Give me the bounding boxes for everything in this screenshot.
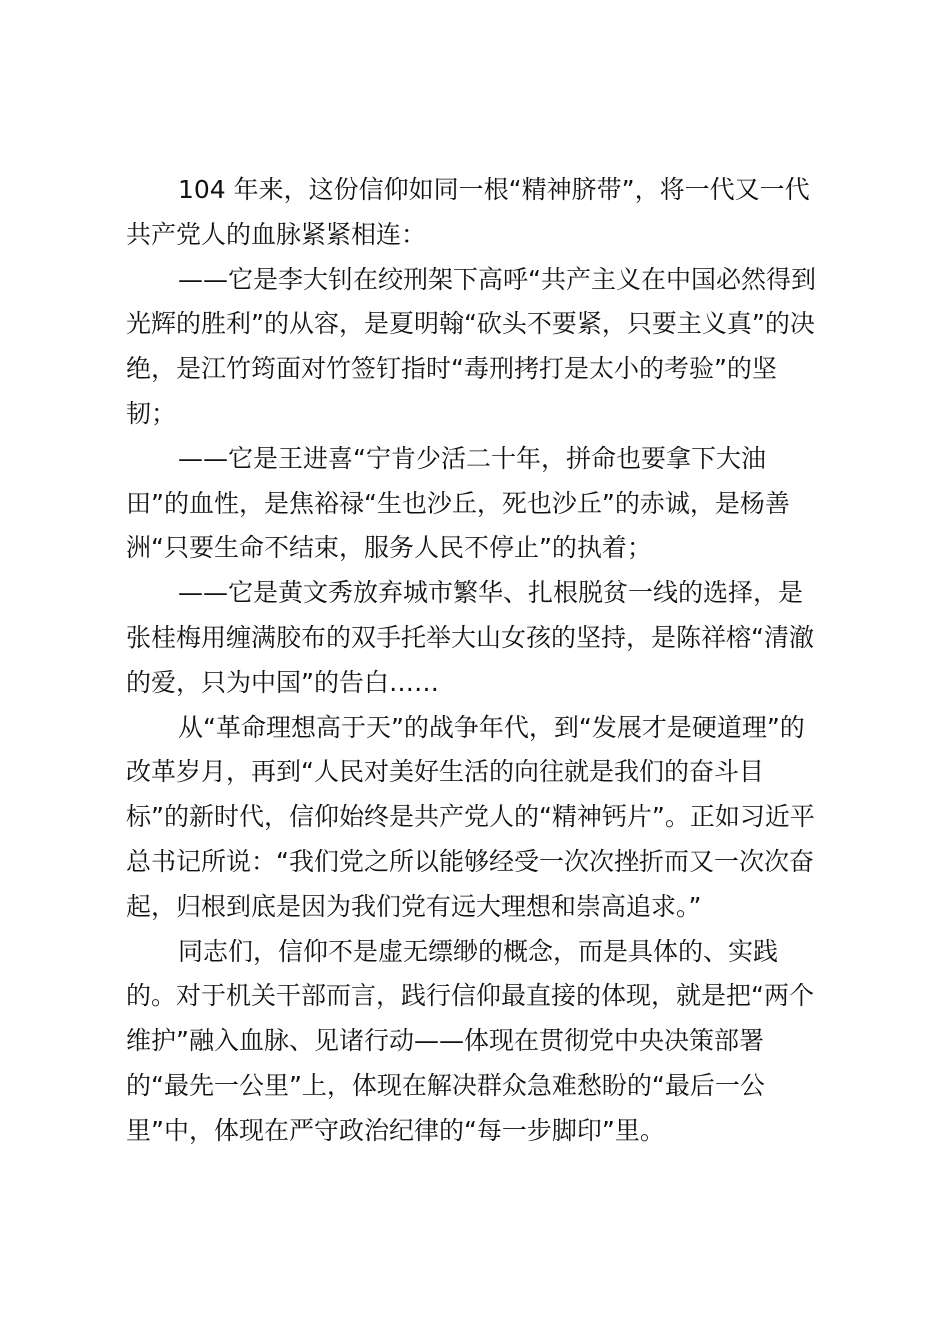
text-line: 田”的血性，是焦裕禄“生也沙丘，死也沙丘”的赤诚，是杨善	[126, 488, 790, 518]
text-line: 韧；	[126, 398, 177, 428]
text-line: 绝，是江竹筠面对竹签钉指时“毒刑拷打是太小的考验”的坚	[126, 354, 777, 384]
text-line: 从“革命理想高于天”的战争年代，到“发展才是硬道理”的	[178, 712, 805, 742]
text-line: 洲“只要生命不结束，服务人民不停止”的执着；	[126, 533, 652, 563]
text-line: 张桂梅用缠满胶布的双手托举大山女孩的坚持，是陈祥榕“清澈	[126, 622, 814, 652]
body-text	[126, 168, 836, 1154]
text-line: 光辉的胜利”的从容，是夏明翰“砍头不要紧，只要主义真”的决	[126, 309, 815, 339]
text-line: ——它是王进喜“宁肯少活二十年，拼命也要拿下大油	[178, 443, 766, 473]
text-line: 同志们，信仰不是虚无缥缈的概念，而是具体的、实践	[178, 936, 779, 966]
text-line: 总书记所说：“我们党之所以能够经受一次次挫折而又一次次奋	[126, 846, 814, 876]
text-line: 的“最先一公里”上，体现在解决群众急难愁盼的“最后一公	[126, 1070, 765, 1100]
text-line: 维护”融入血脉、见诸行动——体现在贯彻党中央决策部署	[126, 1026, 764, 1056]
text-line: 改革岁月，再到“人民对美好生活的向往就是我们的奋斗目	[126, 757, 764, 787]
text-line: 起，归根到底是因为我们党有远大理想和崇高追求。”	[126, 891, 702, 921]
text-line: 共产党人的血脉紧紧相连：	[126, 219, 427, 249]
text-line: 标”的新时代，信仰始终是共产党人的“精神钙片”。正如习近平	[126, 802, 815, 832]
text-line: ——它是李大钊在绞刑架下高呼“共产主义在中国必然得到	[178, 264, 816, 294]
text-line: ——它是黄文秀放弃城市繁华、扎根脱贫一线的选择，是	[178, 578, 804, 608]
text-line: 里”中，体现在严守政治纪律的“每一步脚印”里。	[126, 1115, 665, 1145]
text-line: 的。对于机关干部而言，践行信仰最直接的体现，就是把“两个	[126, 981, 814, 1011]
text-line: 104 年来，这份信仰如同一根“精神脐带”，将一代又一代	[178, 175, 810, 204]
text-line: 的爱，只为中国”的告白……	[126, 667, 439, 697]
